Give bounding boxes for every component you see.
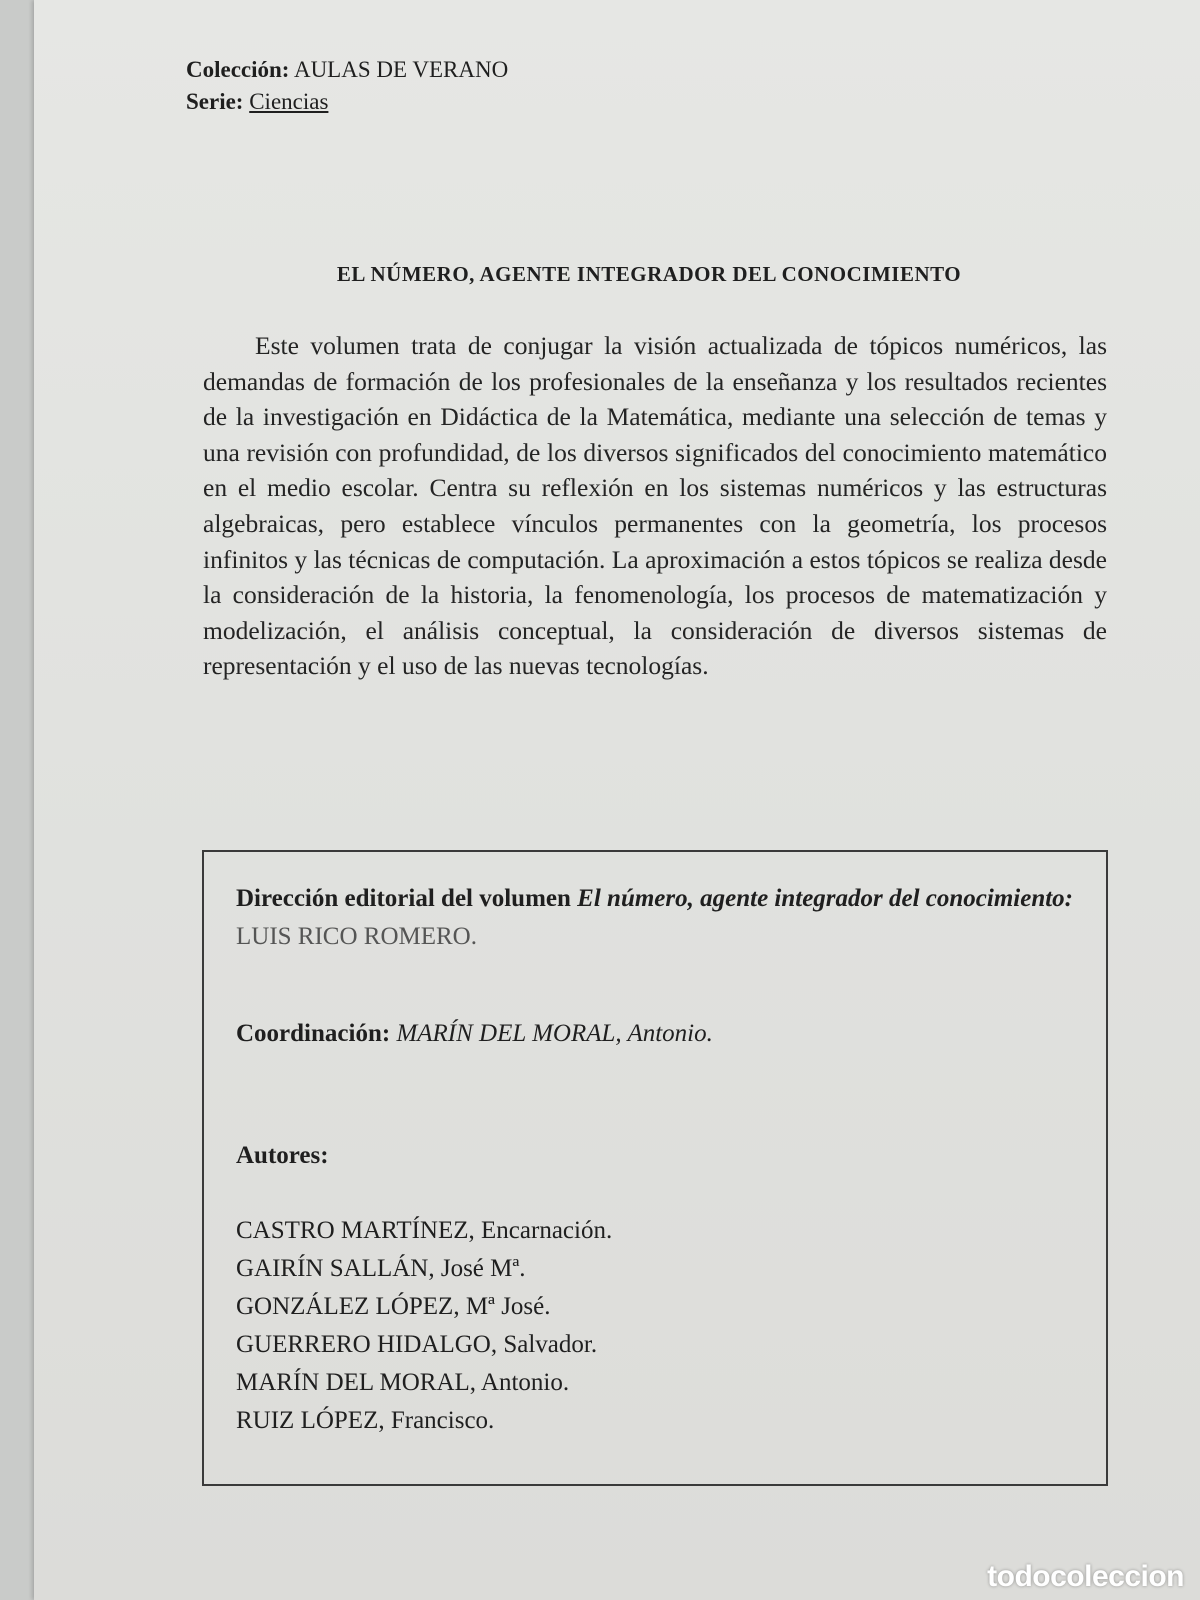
description-paragraph: Este volumen trata de conjugar la visión actualizada de tópicos numéricos, las demandas de formación de los profesionales de la enseñanza y los resultados recientes de la investigación en Didáctica de la Matemática, mediante una selección de temas y una revisión con profundidad, de los diversos significados del conocimiento matemático en el medio escolar. Centra su reflexión en los sistemas numéricos y las estructuras algebraicas, pero establece vínculos permanentes con la geometría, los procesos infinitos y las técnicas de computación. La aproximación a estos tópicos se realiza desde la consideración de la historia, la fenomenología, los procesos de matematización y modelización, el análisis conceptual, la consideración de diversos sistemas de representación y el uso de las nuevas tecnologías. <box>203 331 1107 681</box>
author-item: GUERRERO HIDALGO, Salvador. <box>236 1331 598 1358</box>
coordination-label: Coordinación: <box>236 1020 391 1047</box>
series-label: Serie: <box>186 89 244 114</box>
direction-label: Dirección editorial del volumen <box>236 885 571 912</box>
authors-label: Autores: <box>236 1142 329 1169</box>
editorial-direction <box>236 880 1086 956</box>
direction-volume-title: El número, agente integrador del conocimiento: <box>577 885 1074 912</box>
book-title: EL NÚMERO, AGENTE INTEGRADOR DEL CONOCIMIENTO <box>336 262 962 286</box>
watermark-logo: todocoleccion <box>987 1560 1184 1593</box>
credits-box <box>202 850 1108 1486</box>
collection-label: Colección: <box>186 57 290 82</box>
series-line <box>186 86 508 118</box>
authors-list <box>236 1212 612 1440</box>
series-value: Ciencias <box>249 89 329 114</box>
author-item: GAIRÍN SALLÁN, José Mª. <box>236 1255 526 1282</box>
author-item: MARÍN DEL MORAL, Antonio. <box>236 1369 570 1396</box>
direction-name: LUIS RICO ROMERO. <box>236 923 477 950</box>
collection-value: AULAS DE VERANO <box>293 57 509 82</box>
author-item: GONZÁLEZ LÓPEZ, Mª José. <box>236 1293 551 1320</box>
collection-info <box>186 54 508 118</box>
coordination-name: MARÍN DEL MORAL, Antonio. <box>396 1020 713 1047</box>
author-item: RUIZ LÓPEZ, Francisco. <box>236 1407 495 1434</box>
coordination <box>236 1020 713 1048</box>
author-item: CASTRO MARTÍNEZ, Encarnación. <box>236 1217 613 1244</box>
book-page <box>34 0 1200 1600</box>
collection-line <box>186 54 508 86</box>
